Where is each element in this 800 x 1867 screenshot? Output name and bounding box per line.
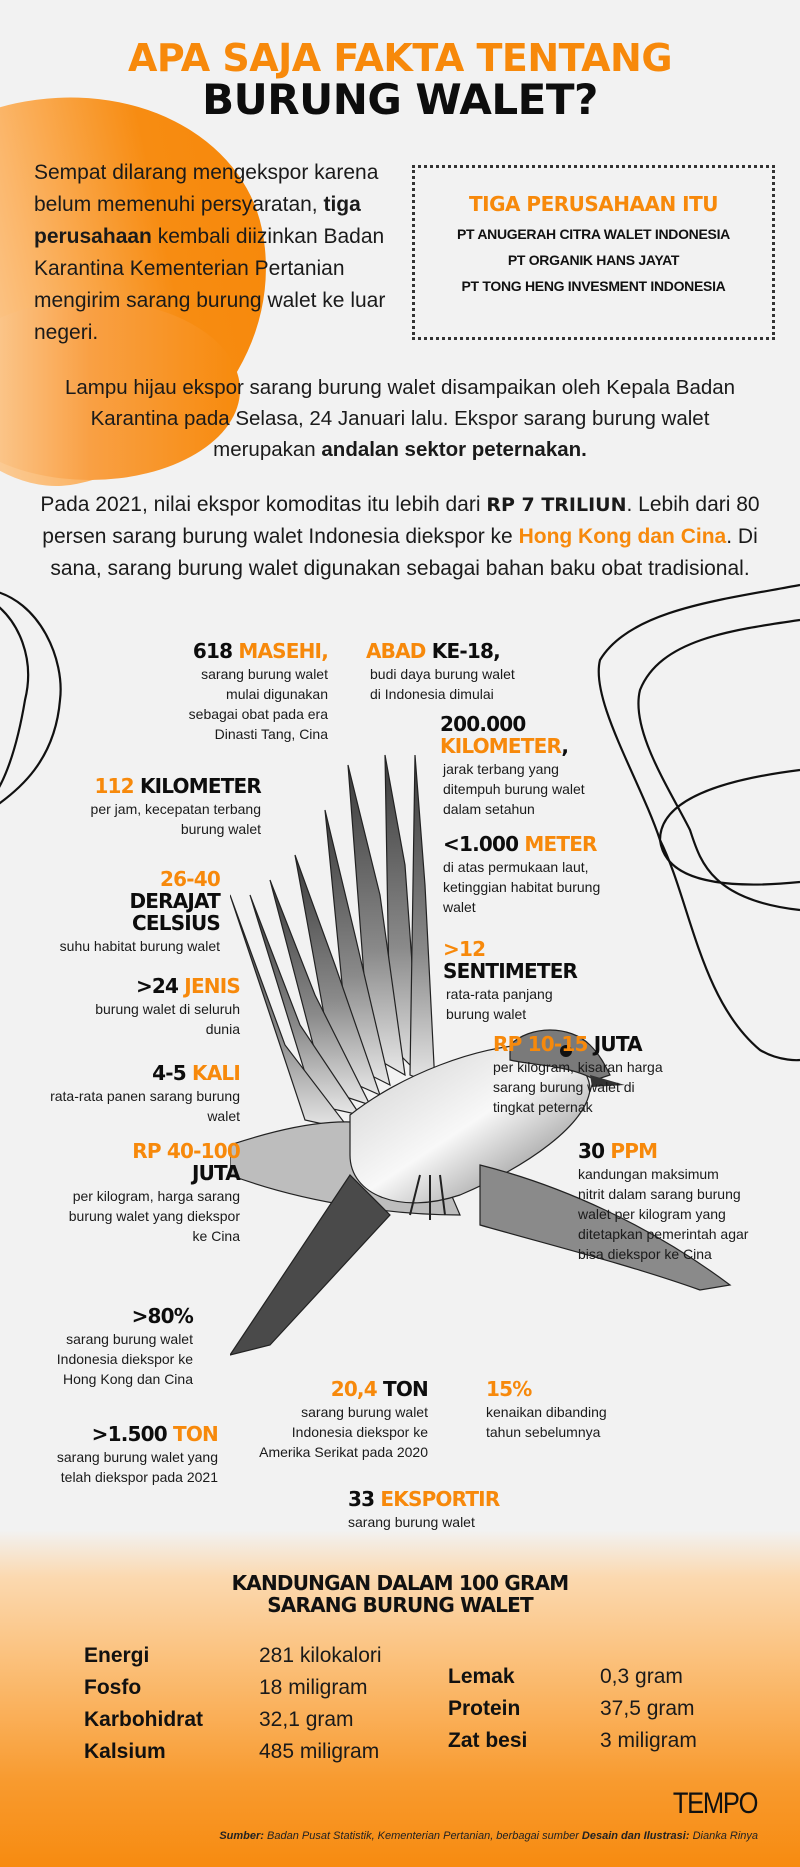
nutrition-row — [448, 1693, 697, 1725]
fact-desc: walet — [207, 1108, 240, 1124]
fact-desc: burung walet — [180, 821, 261, 837]
fact-jenis — [40, 975, 240, 1039]
fact-unit: KILOMETER — [139, 774, 261, 798]
nutrition-row — [84, 1736, 382, 1768]
nutrition-left-column — [84, 1640, 382, 1768]
export-value-highlight: RP 7 TRILIUN — [486, 494, 627, 516]
fact-value: 30 — [578, 1139, 611, 1163]
fact-desc: Hong Kong dan Cina — [63, 1371, 193, 1387]
intro-text — [34, 157, 394, 349]
nutrition-title-line: KANDUNGAN DALAM 100 GRAM — [231, 1571, 569, 1595]
fact-value: >24 — [135, 974, 185, 998]
fact-kenaikan — [486, 1378, 666, 1442]
fact-desc: dunia — [205, 1021, 240, 1037]
paragraph-bold: andalan sektor peternakan. — [321, 438, 587, 461]
company-item: PT ORGANIK HANS JAYAT — [507, 252, 680, 268]
fact-value: <1.000 — [443, 832, 525, 856]
fact-ketinggian — [443, 833, 633, 917]
fact-value: 4-5 — [152, 1061, 193, 1085]
fact-desc: sarang burung walet — [301, 1404, 428, 1420]
fact-desc: sebagai obat pada era — [188, 706, 328, 722]
fact-desc: nitrit dalam sarang burung — [578, 1186, 741, 1202]
fact-desc: mulai digunakan — [226, 686, 328, 702]
fact-unit: TON — [173, 1422, 218, 1446]
fact-harga-ekspor — [30, 1140, 240, 1246]
paragraph-text: Pada 2021, nilai ekspor komoditas itu lebih dari — [40, 493, 487, 516]
fact-unit: JENIS — [184, 974, 240, 998]
nutrient-name: Protein — [448, 1697, 521, 1720]
fact-suhu — [30, 868, 220, 956]
fact-panjang — [443, 938, 633, 1024]
fact-desc: bisa diekspor ke Cina — [578, 1246, 712, 1262]
fact-desc: rata-rata panen sarang burung — [50, 1088, 240, 1104]
fact-value: >80% — [131, 1304, 193, 1328]
fact-value: RP 40-100 — [132, 1139, 240, 1163]
fact-value: 15% — [486, 1377, 532, 1401]
fact-unit: PPM — [610, 1139, 658, 1163]
nutrient-value: 0,3 gram — [600, 1665, 683, 1688]
paragraph-text: . Di sana, sarang burung walet digunakan sebagai bahan baku obat tradisional. — [50, 525, 758, 580]
fact-persen — [30, 1305, 193, 1389]
nutrient-value: 37,5 gram — [600, 1697, 695, 1720]
companies-box — [412, 165, 775, 340]
fact-desc: Dinasti Tang, Cina — [214, 726, 328, 742]
nutrient-value: 18 miligram — [259, 1676, 368, 1699]
fact-desc: sarang burung walet yang — [56, 1449, 218, 1465]
fact-desc: per kilogram, kisaran harga — [493, 1059, 663, 1075]
fact-masehi — [130, 640, 328, 744]
fact-ton-2021 — [30, 1423, 218, 1487]
fact-desc: ketinggian habitat burung — [443, 879, 601, 895]
fact-desc: Indonesia diekspor ke — [291, 1424, 428, 1440]
fact-unit: MASEHI, — [238, 639, 328, 663]
nutrition-title-line: SARANG BURUNG WALET — [267, 1593, 533, 1617]
nutrient-name: Fosfo — [84, 1676, 142, 1699]
fact-jarak — [440, 713, 620, 819]
fact-desc: ditetapkan pemerintah agar — [578, 1226, 749, 1242]
fact-unit: CELSIUS — [132, 911, 220, 935]
fact-unit: JUTA — [191, 1161, 240, 1185]
fact-desc: burung walet di seluruh — [95, 1001, 240, 1017]
fact-value: 33 — [348, 1487, 381, 1511]
fact-abad — [366, 640, 566, 704]
fact-desc: ditempuh burung walet — [443, 781, 585, 797]
design-text: Dianka Rinya — [689, 1830, 758, 1842]
company-item: PT TONG HENG INVESMENT INDONESIA — [461, 278, 726, 294]
fact-desc: telah diekspor pada 2021 — [60, 1469, 218, 1485]
fact-value: 112 — [94, 774, 140, 798]
nutrient-name: Lemak — [448, 1665, 515, 1688]
fact-punct: , — [561, 734, 569, 758]
paragraph-export-value — [20, 489, 780, 585]
fact-value: >12 — [443, 937, 486, 961]
nutrition-title — [0, 1572, 800, 1616]
nutrient-value: 281 kilokalori — [259, 1644, 382, 1667]
fact-unit: EKSPORTIR — [380, 1487, 500, 1511]
fact-desc: kandungan maksimum — [578, 1166, 719, 1182]
fact-unit: KE-18, — [431, 639, 500, 663]
fact-unit: KALI — [192, 1061, 240, 1085]
fact-desc: dalam setahun — [443, 801, 535, 817]
title-line-1: APA SAJA FAKTA TENTANG — [127, 36, 673, 80]
nutrient-value: 485 miligram — [259, 1740, 380, 1763]
title-line-2: BURUNG WALET? — [202, 75, 598, 124]
intro-bold: tiga perusahaan — [34, 193, 361, 248]
nutrient-value: 32,1 gram — [259, 1708, 354, 1731]
nutrient-name: Zat besi — [448, 1729, 528, 1752]
page-title — [0, 38, 800, 122]
nutrient-value: 3 miligram — [600, 1729, 697, 1752]
paragraph-text: . Lebih dari 80 persen sarang burung walet Indonesia diekspor ke — [42, 493, 760, 548]
fact-desc: walet per kilogram yang — [578, 1206, 726, 1222]
nutrition-row — [84, 1704, 382, 1736]
nutrition-row — [84, 1672, 382, 1704]
fact-desc: budi daya burung walet — [370, 666, 515, 682]
fact-desc: Amerika Serikat pada 2020 — [259, 1444, 428, 1460]
fact-desc: per jam, kecepatan terbang — [90, 801, 261, 817]
fact-unit: KILOMETER — [440, 734, 562, 758]
fact-desc: Indonesia diekspor ke — [56, 1351, 193, 1367]
fact-desc: tingkat peternak — [493, 1099, 593, 1115]
design-label: Desain dan Ilustrasi: — [581, 1830, 690, 1842]
source-text: Badan Pusat Statistik, Kementerian Pertanian, berbagai sumber — [263, 1830, 582, 1842]
destination-highlight: Hong Kong dan Cina — [518, 525, 727, 548]
fact-nitrit — [578, 1140, 788, 1264]
nutrition-section — [0, 1530, 800, 1867]
fact-desc: rata-rata panjang — [446, 986, 553, 1002]
fact-desc: per kilogram, harga sarang — [72, 1188, 240, 1204]
fact-harga-peternak — [493, 1033, 703, 1117]
nutrition-row — [84, 1640, 382, 1672]
fact-desc: sarang burung walet di — [493, 1079, 635, 1095]
nutrition-right-column — [448, 1661, 697, 1757]
fact-kecepatan — [40, 775, 261, 839]
source-label: Sumber: — [219, 1830, 264, 1842]
intro-text-part: Sempat dilarang mengekspor karena belum memenuhi persyaratan, — [34, 161, 379, 216]
nutrition-row — [448, 1725, 697, 1757]
paragraph-export-approval — [40, 372, 760, 465]
fact-desc: sarang burung walet — [348, 1514, 475, 1530]
fact-amerika — [230, 1378, 428, 1462]
fact-desc: jarak terbang yang — [443, 761, 559, 777]
fact-desc: walet — [443, 899, 476, 915]
fact-unit: METER — [524, 832, 597, 856]
fact-desc: sarang burung walet — [201, 666, 328, 682]
company-item: PT ANUGERAH CITRA WALET INDONESIA — [457, 226, 730, 242]
fact-desc: sarang burung walet — [66, 1331, 193, 1347]
fact-value: >1.500 — [91, 1422, 174, 1446]
fact-desc: burung walet yang diekspor — [68, 1208, 240, 1224]
paragraph-text: Lampu hijau ekspor sarang burung walet disampaikan oleh Kepala Badan Karantina pada Selasa, 24 Januari lalu. Ekspor sarang burung walet merupakan — [64, 376, 736, 461]
fact-desc: kenaikan dibanding — [486, 1404, 607, 1420]
fact-desc: suhu habitat burung walet — [59, 938, 220, 954]
companies-heading: TIGA PERUSAHAAN ITU — [468, 192, 718, 216]
fact-desc: di atas permukaan laut, — [443, 859, 589, 875]
fact-value: 200.000 — [440, 712, 526, 736]
intro-text-part: kembali diizinkan Badan Karantina Kementerian Pertanian mengirim sarang burung walet ke luar negeri. — [34, 225, 386, 344]
fact-unit: JUTA — [593, 1032, 642, 1056]
fact-unit: DERAJAT — [129, 889, 220, 913]
nutrient-name: Energi — [84, 1644, 150, 1667]
fact-desc: di Indonesia dimulai — [370, 686, 494, 702]
fact-eksportir — [348, 1488, 568, 1532]
fact-unit: TON — [383, 1377, 428, 1401]
fact-value: 26-40 — [160, 867, 220, 891]
fact-desc: burung walet — [446, 1006, 527, 1022]
fact-value: RP 10-15 — [493, 1032, 594, 1056]
fact-value: 20,4 — [330, 1377, 384, 1401]
nutrient-name: Kalsium — [84, 1740, 166, 1763]
fact-unit: SENTIMETER — [443, 959, 578, 983]
nutrition-row — [448, 1661, 697, 1693]
fact-value: 618 — [192, 639, 239, 663]
fact-value: ABAD — [366, 639, 432, 663]
fact-desc: ke Cina — [192, 1228, 240, 1244]
source-credits — [219, 1830, 758, 1842]
fact-panen — [20, 1062, 240, 1126]
tempo-logo: TEMPO — [672, 1787, 757, 1820]
nutrient-name: Karbohidrat — [84, 1708, 204, 1731]
fact-desc: tahun sebelumnya — [486, 1424, 601, 1440]
